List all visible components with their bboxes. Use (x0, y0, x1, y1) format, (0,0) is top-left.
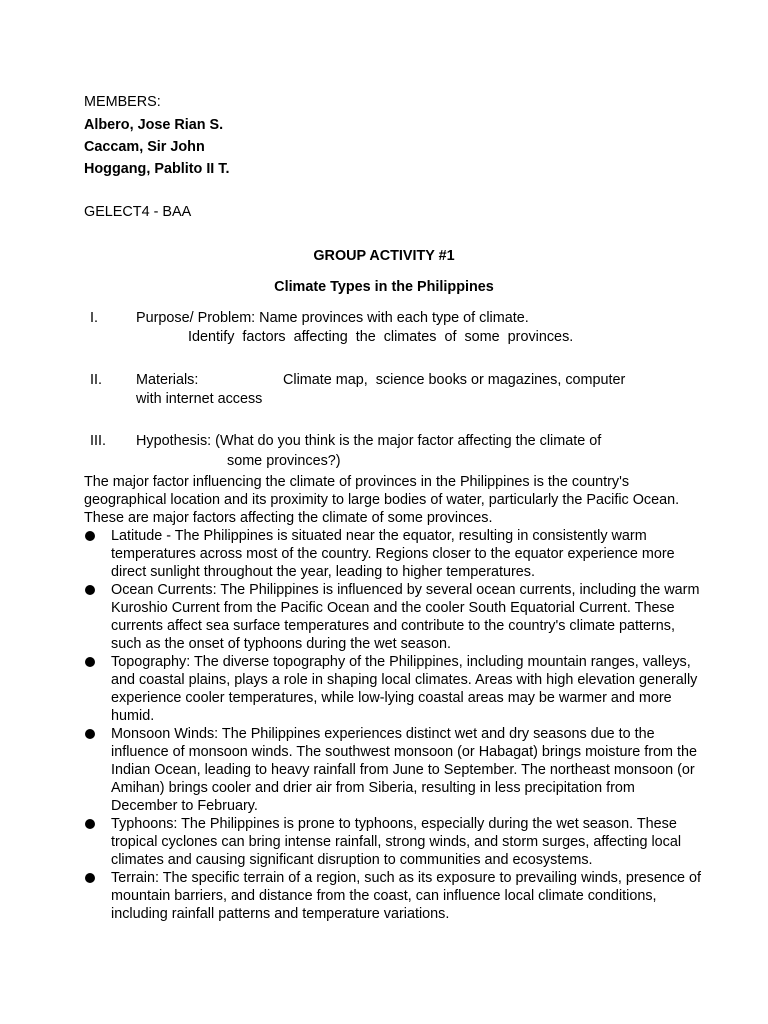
item-materials: Materials: (136, 372, 199, 388)
page-subtitle: Climate Types in the Philippines (274, 279, 494, 295)
list-item-text: Monsoon Winds: The Philippines experiences distinct wet and dry seasons due to the influence of monsoon winds. The southwest monsoon (or Habagat) brings moisture from the Indian Ocean, leading to heavy rainfall from June to September. The northeast monsoon (or Amihan) brings cooler and drier air from Siberia, resulting in less precipitation from December to February. (111, 726, 698, 814)
item-purpose: Purpose/ Problem: Name provinces with each type of climate. (136, 310, 529, 326)
section-label: GELECT4 - BAA (84, 204, 192, 220)
bullet-icon (85, 657, 95, 667)
item-materials-value: Climate map, science books or magazines, computer (283, 372, 626, 388)
bullet-icon (85, 585, 95, 595)
factor-list (84, 527, 704, 923)
list-item (84, 653, 704, 725)
list-item-text: Typhoons: The Philippines is prone to typhoons, especially during the wet season. These tropical cyclones can bring intense rainfall, strong winds, and storm surges, affecting local climates and causing significant disruption to communities and ecosystems. (111, 816, 682, 868)
list-item-text: Terrain: The specific terrain of a region, such as its exposure to prevailing winds, presence of mountain barriers, and distance from the coast, can influence local climate conditions, including rainfall patterns and temperature variations. (111, 870, 702, 922)
list-item (84, 527, 704, 581)
member-name: Albero, Jose Rian S. (84, 117, 224, 133)
list-item-text: Topography: The diverse topography of the Philippines, including mountain ranges, valleys, and coastal plains, plays a role in shaping local climates. Areas with high elevation generally experience cooler temperatures, while low-lying coastal areas may be warmer and more humid. (111, 654, 698, 724)
list-item (84, 581, 704, 653)
item-hypothesis: Hypothesis: (What do you think is the major factor affecting the climate of (136, 433, 602, 449)
item-purpose-continued: Identify factors affecting the climates of some provinces. (188, 329, 574, 345)
bullet-icon (85, 531, 95, 541)
item-number: II. (90, 372, 102, 388)
item-number: I. (90, 310, 98, 326)
bullet-icon (85, 873, 95, 883)
bullet-icon (85, 819, 95, 829)
members-label: MEMBERS: (84, 94, 161, 110)
list-item-text: Ocean Currents: The Philippines is influenced by several ocean currents, including the warm Kuroshio Current from the Pacific Ocean and the cooler South Equatorial Current. These currents affect sea surface temperatures and contribute to the country's climate patterns, such as the onset of typhoons during the wet season. (111, 582, 700, 652)
page-title: GROUP ACTIVITY #1 (313, 248, 455, 264)
item-hypothesis-continued: some provinces?) (227, 453, 341, 469)
list-item (84, 815, 704, 869)
member-name: Caccam, Sir John (84, 139, 205, 155)
item-number: III. (90, 433, 106, 449)
list-item (84, 869, 704, 923)
intro-paragraph: The major factor influencing the climate of provinces in the Philippines is the country's geographical location and its proximity to large bodies of water, particularly the Pacific Ocean. These are major factors affecting the climate of some provinces. (84, 474, 680, 526)
member-name: Hoggang, Pablito II T. (84, 161, 230, 177)
bullet-icon (85, 729, 95, 739)
list-item (84, 725, 704, 815)
list-item-text: Latitude - The Philippines is situated near the equator, resulting in consistently warm temperatures across most of the country. Regions closer to the equator experience more direct sunlight throughout the year, leading to higher temperatures. (111, 528, 675, 580)
item-materials-continued: with internet access (136, 391, 263, 407)
